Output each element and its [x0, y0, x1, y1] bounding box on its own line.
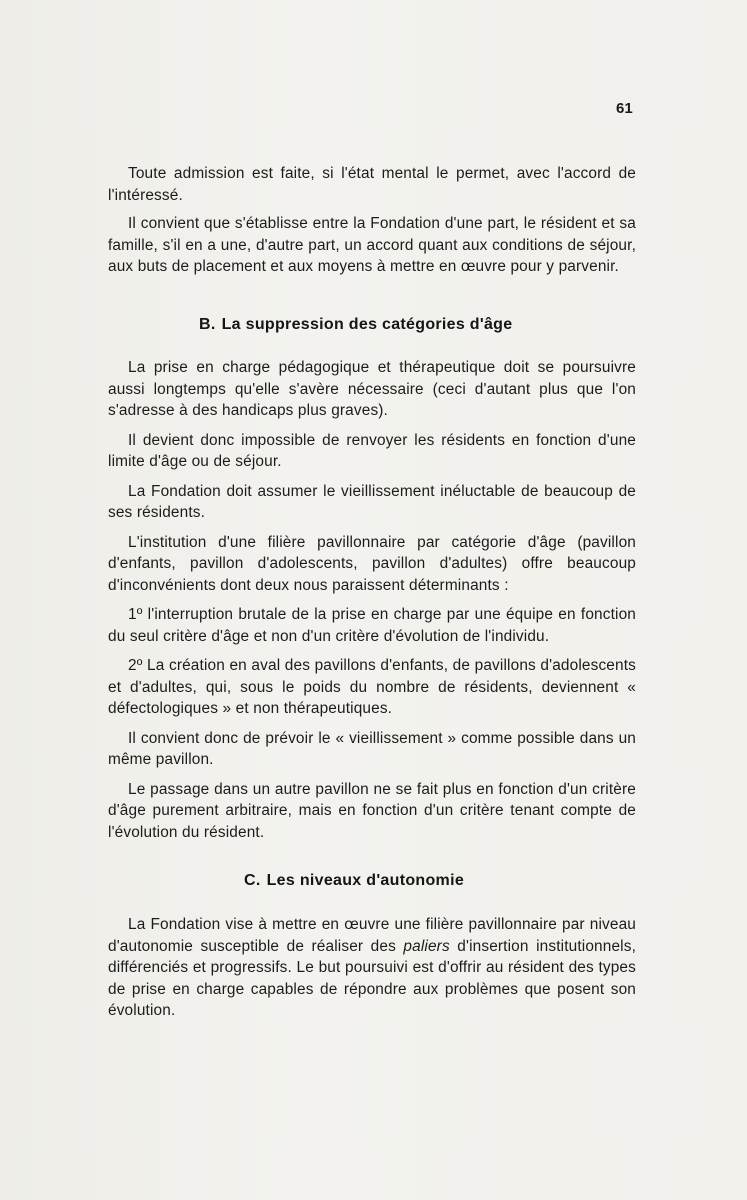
- section-b-paragraph-5: 1º l'interruption brutale de la prise en charge par une équipe en fonction du seul critère d'âge et non d'un critère d'évolution de l'individu.: [108, 606, 636, 645]
- page-number: 61: [616, 100, 633, 117]
- section-c-letter: C.: [244, 872, 261, 889]
- section-b-paragraph-6: 2º La création en aval des pavillons d'enfants, de pavillons d'adolescents et d'adultes, qui, sous le poids du nombre de résidents, deviennent « défectologiques » et non thérapeutiques.: [108, 657, 636, 717]
- section-c-paragraph-1-italic: paliers: [403, 937, 450, 955]
- section-c-body: [108, 914, 636, 1022]
- section-b-paragraph-7: Il convient donc de prévoir le « vieillissement » comme possible dans un même pavillon.: [108, 729, 636, 768]
- intro-block: [108, 163, 636, 278]
- section-b-title: La suppression des catégories d'âge: [221, 316, 513, 333]
- section-b-paragraph-2: Il devient donc impossible de renvoyer les résidents en fonction d'une limite d'âge ou de séjour.: [108, 431, 636, 470]
- section-b-paragraph-1: La prise en charge pédagogique et thérapeutique doit se poursuivre aussi longtemps qu'elle s'avère nécessaire (ceci d'autant plus que l'on s'adresse à des handicaps plus graves).: [108, 359, 636, 419]
- section-b-letter: B.: [199, 316, 216, 333]
- section-c-title: Les niveaux d'autonomie: [266, 872, 465, 889]
- section-c-paragraph-1-start: La Fondation vise à mettre en œuvre une filière pavillonnaire par niveau d'autonomie susceptible de réaliser des: [108, 916, 636, 955]
- intro-paragraph-1: Toute admission est faite, si l'état mental le permet, avec l'accord de l'intéressé.: [108, 165, 636, 204]
- section-c-paragraph-1: [108, 914, 636, 1022]
- section-c-heading: [244, 872, 464, 890]
- section-c-paragraph-1-end: d'insertion institutionnels, différenciés et progressifs. Le but poursuivi est d'offrir au résident des types de prise en charge capables de répondre aux problèmes que posent son évolution.: [108, 937, 636, 1019]
- section-b-body: [108, 357, 636, 843]
- section-b-paragraph-8: Le passage dans un autre pavillon ne se fait plus en fonction d'un critère d'âge purement arbitraire, mais en fonction d'un critère tenant compte de l'évolution du résident.: [108, 780, 636, 841]
- intro-paragraph-2: Il convient que s'établisse entre la Fondation d'une part, le résident et sa famille, s'il en a une, d'autre part, un accord quant aux conditions de séjour, aux buts de placement et aux moyens à mettre en œuvre pour y parvenir.: [108, 215, 636, 275]
- section-b-paragraph-3: La Fondation doit assumer le vieillissement inéluctable de beaucoup de ses résidents.: [108, 482, 636, 521]
- section-b-heading: [199, 316, 512, 334]
- section-b-paragraph-4: L'institution d'une filière pavillonnaire par catégorie d'âge (pavillon d'enfants, pavillon d'adolescents, pavillon d'adultes) offre beaucoup d'inconvénients dont deux nous paraissent déterminants :: [108, 533, 636, 594]
